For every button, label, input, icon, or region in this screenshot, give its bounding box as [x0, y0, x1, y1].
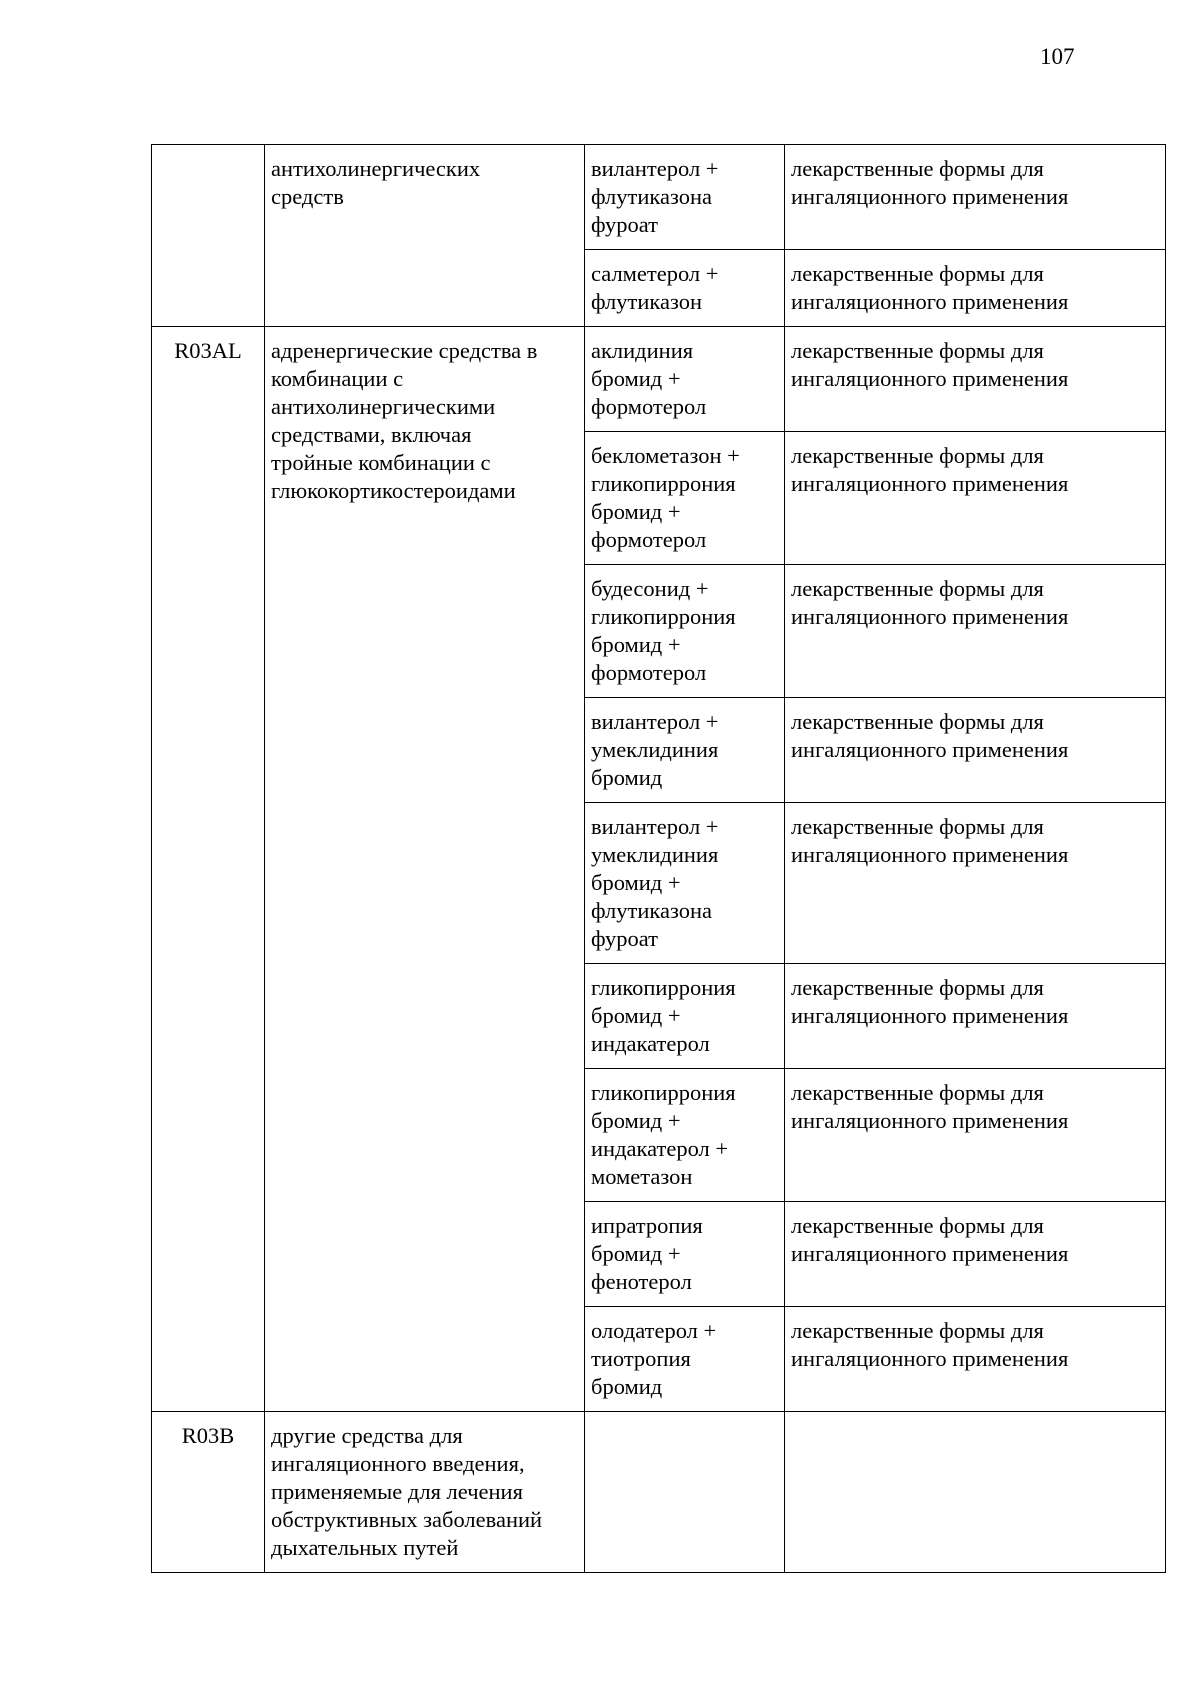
substance-cell: будесонид + гликопиррония бромид + формотерол: [585, 565, 785, 698]
dosage-form-cell: лекарственные формы для ингаляционного применения: [785, 1307, 1166, 1412]
substance-cell: гликопиррония бромид + индакатерол: [585, 964, 785, 1069]
table-row: [152, 1412, 1166, 1573]
dosage-form-cell: лекарственные формы для ингаляционного применения: [785, 1069, 1166, 1202]
substance-cell: [585, 1412, 785, 1573]
table-row: [152, 327, 1166, 432]
substance-cell: гликопиррония бромид + индакатерол + мометазон: [585, 1069, 785, 1202]
substance-cell: аклидиния бромид + формотерол: [585, 327, 785, 432]
dosage-form-cell: [785, 1412, 1166, 1573]
medication-table: [151, 144, 1166, 1573]
dosage-form-cell: лекарственные формы для ингаляционного применения: [785, 145, 1166, 250]
group-name-cell: адренергические средства в комбинации с антихолинергическими средствами, включая тройные комбинации с глюкокортикостероидами: [265, 327, 585, 1412]
atc-code-cell: R03AL: [152, 327, 265, 1412]
group-name-cell: антихолинергических средств: [265, 145, 585, 327]
dosage-form-cell: лекарственные формы для ингаляционного применения: [785, 803, 1166, 964]
group-name-cell: другие средства для ингаляционного введения, применяемые для лечения обструктивных заболеваний дыхательных путей: [265, 1412, 585, 1573]
substance-cell: беклометазон + гликопиррония бромид + формотерол: [585, 432, 785, 565]
dosage-form-cell: лекарственные формы для ингаляционного применения: [785, 565, 1166, 698]
substance-cell: вилантерол + флутиказона фуроат: [585, 145, 785, 250]
substance-cell: вилантерол + умеклидиния бромид: [585, 698, 785, 803]
dosage-form-cell: лекарственные формы для ингаляционного применения: [785, 250, 1166, 327]
dosage-form-cell: лекарственные формы для ингаляционного применения: [785, 964, 1166, 1069]
table-row: [152, 145, 1166, 250]
substance-cell: вилантерол + умеклидиния бромид + флутиказона фуроат: [585, 803, 785, 964]
page-number: 107: [1040, 44, 1075, 69]
dosage-form-cell: лекарственные формы для ингаляционного применения: [785, 1202, 1166, 1307]
dosage-form-cell: лекарственные формы для ингаляционного применения: [785, 327, 1166, 432]
substance-cell: ипратропия бромид + фенотерол: [585, 1202, 785, 1307]
dosage-form-cell: лекарственные формы для ингаляционного применения: [785, 432, 1166, 565]
substance-cell: салметерол + флутиказон: [585, 250, 785, 327]
atc-code-cell: R03B: [152, 1412, 265, 1573]
substance-cell: олодатерол + тиотропия бромид: [585, 1307, 785, 1412]
atc-code-cell: [152, 145, 265, 327]
dosage-form-cell: лекарственные формы для ингаляционного применения: [785, 698, 1166, 803]
